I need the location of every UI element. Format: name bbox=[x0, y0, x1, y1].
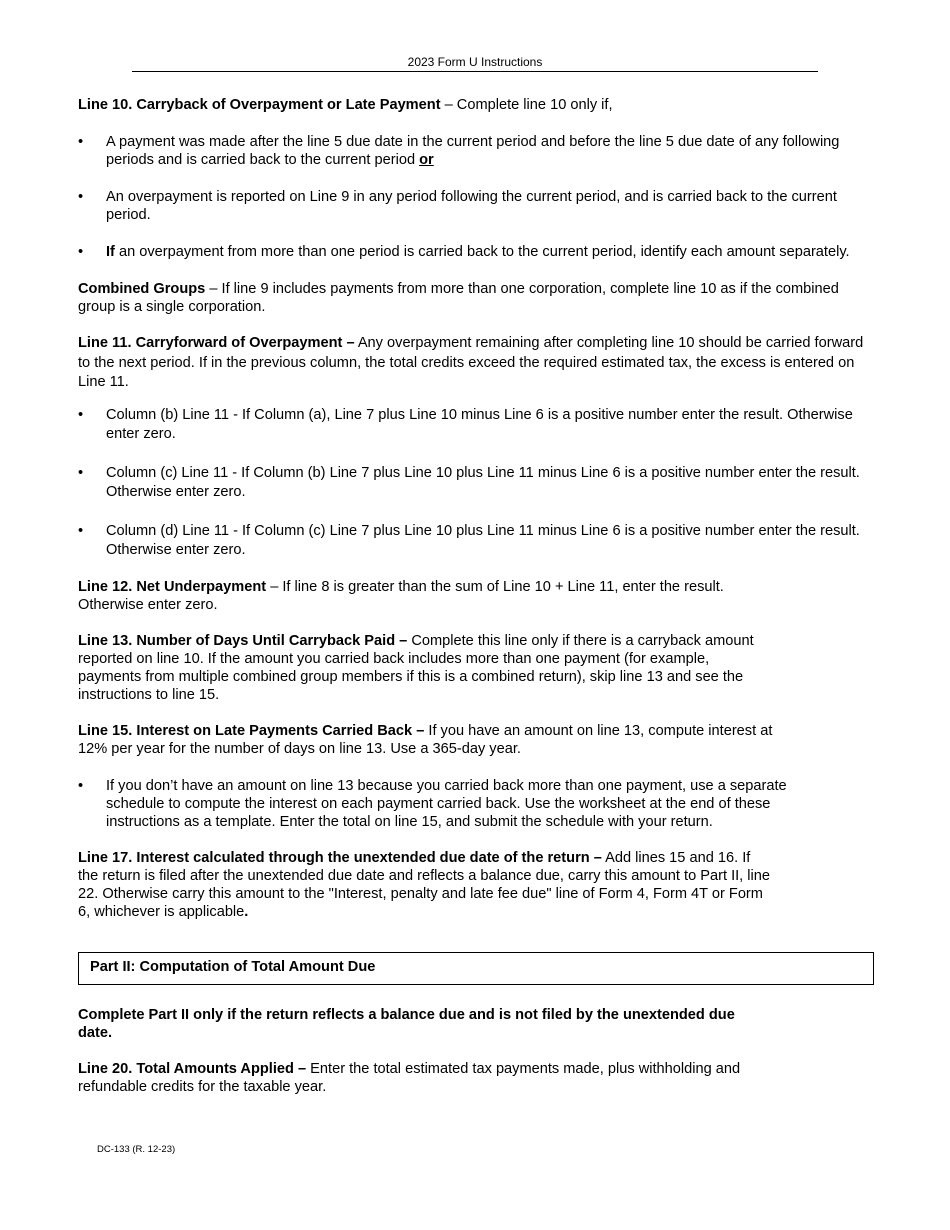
line11-bullet-column-c: • Column (c) Line 11 - If Column (b) Line 7 plus Line 10 plus Line 11 minus Line 6 is a positive number enter the result. Otherwise enter zero. bbox=[78, 464, 878, 503]
part2-note: Complete Part II only if the return reflects a balance due and is not filed by the unextended due date. bbox=[78, 1007, 735, 1041]
part2-body bbox=[78, 1006, 878, 1096]
bullet-icon: • bbox=[78, 522, 84, 539]
combined-groups-paragraph: Combined Groups – If line 9 includes payments from more than one corporation, complete line 10 as if the combined group is a single corporation. bbox=[78, 281, 839, 315]
line11-paragraph: Line 11. Carryforward of Overpayment – Any overpayment remaining after completing line 10 should be carried forward to the next period. If in the previous column, the total credits exceed the required estimated tax, the excess is entered on Line 11. bbox=[78, 335, 864, 390]
line11-heading: Line 11. Carryforward of Overpayment – bbox=[78, 335, 355, 351]
page-footer bbox=[97, 1144, 175, 1156]
line11-bullet-column-d: • Column (d) Line 11 - If Column (c) Line 7 plus Line 10 plus Line 11 minus Line 6 is a positive number enter the result. Otherwise enter zero. bbox=[78, 522, 878, 561]
line17-paragraph: Line 17. Interest calculated through the unextended due date of the return – Add lines 15 and 16. If the return is filed after the unextended due date and reflects a balance due, carry this amount to Part II, line 22. Otherwise carry this amount to the "Interest, penalty and late fee due" line of Form 4, Form 4T or Form 6, whichever is applicable. bbox=[78, 849, 770, 920]
or-emphasis: or bbox=[419, 152, 434, 168]
line17-heading: Line 17. Interest calculated through the unextended due date of the return – bbox=[78, 849, 602, 866]
line13-heading: Line 13. Number of Days Until Carryback Paid – bbox=[78, 632, 408, 649]
part2-title-box bbox=[78, 952, 874, 985]
header-title: 2023 Form U Instructions bbox=[407, 55, 543, 69]
line15-heading: Line 15. Interest on Late Payments Carried Back – bbox=[78, 722, 425, 739]
document-body bbox=[78, 96, 878, 921]
line10-bullet-2: • An overpayment is reported on Line 9 in any period following the current period, and is carried back to the current period. bbox=[78, 189, 837, 223]
bullet-icon: • bbox=[78, 464, 84, 481]
line15-bullet: • If you don’t have an amount on line 13 because you carried back more than one payment, use a separate schedule to compute the interest on each payment carried back. Use the worksheet at the end of these instructions as a template. Enter the total on line 15, and submit the schedule with your return. bbox=[78, 777, 787, 830]
combined-groups-heading: Combined Groups bbox=[78, 281, 206, 297]
bullet-icon: • bbox=[78, 777, 84, 794]
bullet-icon: • bbox=[78, 189, 84, 205]
line20-heading: Line 20. Total Amounts Applied – bbox=[78, 1061, 307, 1077]
line10-bullet-3: • If an overpayment from more than one period is carried back to the current period, identify each amount separately. bbox=[78, 244, 850, 260]
line11-bullet-column-b: • Column (b) Line 11 - If Column (a), Line 7 plus Line 10 minus Line 6 is a positive number enter the result. Otherwise enter zero. bbox=[78, 406, 878, 445]
line12-paragraph: Line 12. Net Underpayment – If line 8 is greater than the sum of Line 10 + Line 11, enter the result. Otherwise enter zero. bbox=[78, 578, 724, 613]
bullet-icon: • bbox=[78, 406, 84, 423]
line10-heading: Line 10. Carryback of Overpayment or Late Payment bbox=[78, 97, 441, 113]
line13-paragraph: Line 13. Number of Days Until Carryback Paid – Complete this line only if there is a carryback amount reported on line 10. If the amount you carried back includes more than one payment (for example, payments from multiple combined group members if this is a combined return), skip line 13 and see the instructions to line 15. bbox=[78, 632, 754, 703]
part2-title: Part II: Computation of Total Amount Due bbox=[90, 959, 376, 975]
line12-heading: Line 12. Net Underpayment bbox=[78, 578, 267, 595]
bullet-icon: • bbox=[78, 244, 84, 260]
page-header bbox=[132, 55, 818, 72]
bullet-icon: • bbox=[78, 134, 84, 150]
line10-intro: Line 10. Carryback of Overpayment or Late Payment – Complete line 10 only if, bbox=[78, 97, 613, 113]
line15-paragraph: Line 15. Interest on Late Payments Carried Back – If you have an amount on line 13, compute interest at 12% per year for the number of days on line 13. Use a 365-day year. bbox=[78, 722, 773, 757]
line10-bullet-1: • A payment was made after the line 5 due date in the current period and before the line 5 due date of any following periods and is carried back to the current period or bbox=[78, 134, 840, 168]
form-id: DC-133 (R. 12-23) bbox=[97, 1144, 176, 1155]
line20-paragraph: Line 20. Total Amounts Applied – Enter the total estimated tax payments made, plus withholding and refundable credits for the taxable year. bbox=[78, 1061, 741, 1095]
